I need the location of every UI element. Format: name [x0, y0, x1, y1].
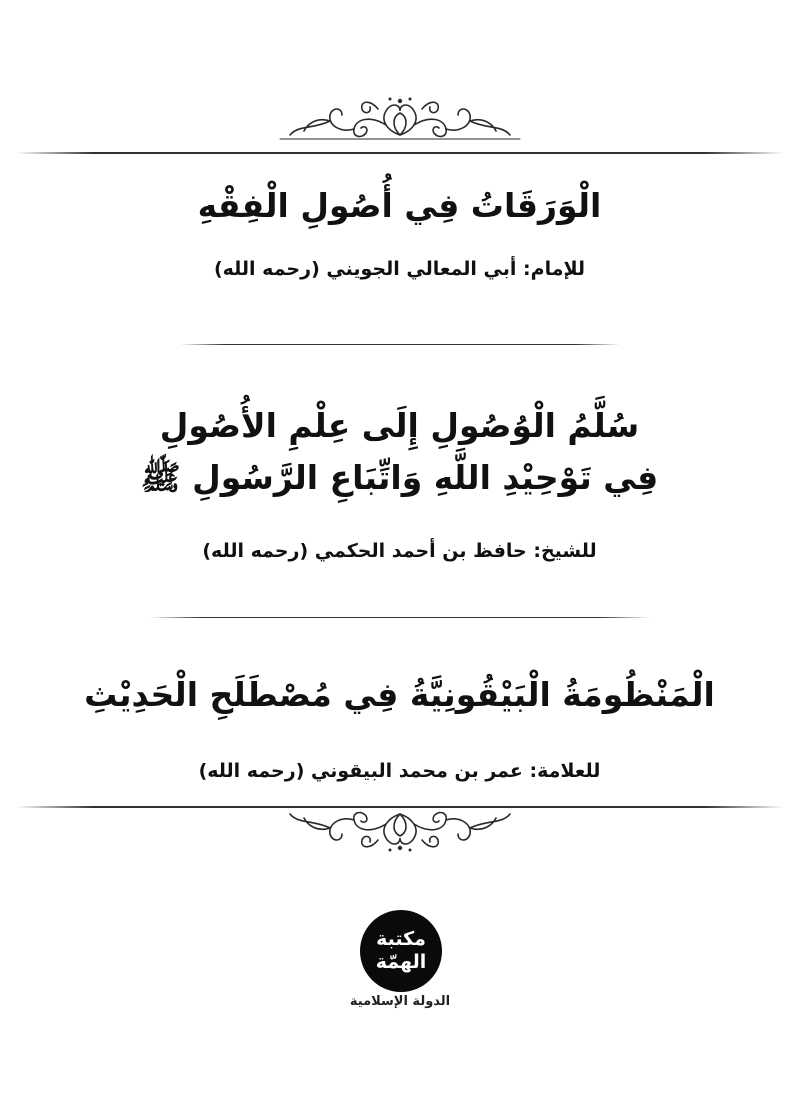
book3-author: للعلامة: عمر بن محمد البيقوني (رحمه الله)	[198, 760, 601, 782]
divider-2	[150, 617, 650, 618]
book2-title-line1: سُلَّمُ الْوُصُولِ إِلَى عِلْمِ الأُصُولِ	[159, 406, 640, 445]
logo-line1: مكتبة	[376, 928, 426, 950]
divider-1	[180, 344, 620, 345]
top-divider	[16, 152, 783, 154]
book1-author: للإمام: أبي المعالي الجويني (رحمه الله)	[213, 258, 586, 280]
book2-author: للشيخ: حافظ بن أحمد الحكمي (رحمه الله)	[202, 540, 597, 562]
library-logo	[360, 910, 442, 992]
logo-line2: الهمّة	[375, 951, 427, 973]
logo-caption: الدولة الإسلامية	[349, 994, 451, 1009]
bottom-ornament-icon	[270, 808, 530, 854]
book3-title: الْمَنْظُومَةُ الْبَيْقُونِيَّةُ فِي مُصْطَلَحِ الْحَدِيْثِ	[84, 675, 715, 714]
top-ornament-icon	[270, 95, 530, 141]
book1-title: الْوَرَقَاتُ فِي أُصُولِ الْفِقْهِ	[197, 186, 602, 225]
book2-title-line2: فِي تَوْحِيْدِ اللَّهِ وَاتِّبَاعِ الرَّسُولِ ﷺ	[140, 458, 659, 497]
